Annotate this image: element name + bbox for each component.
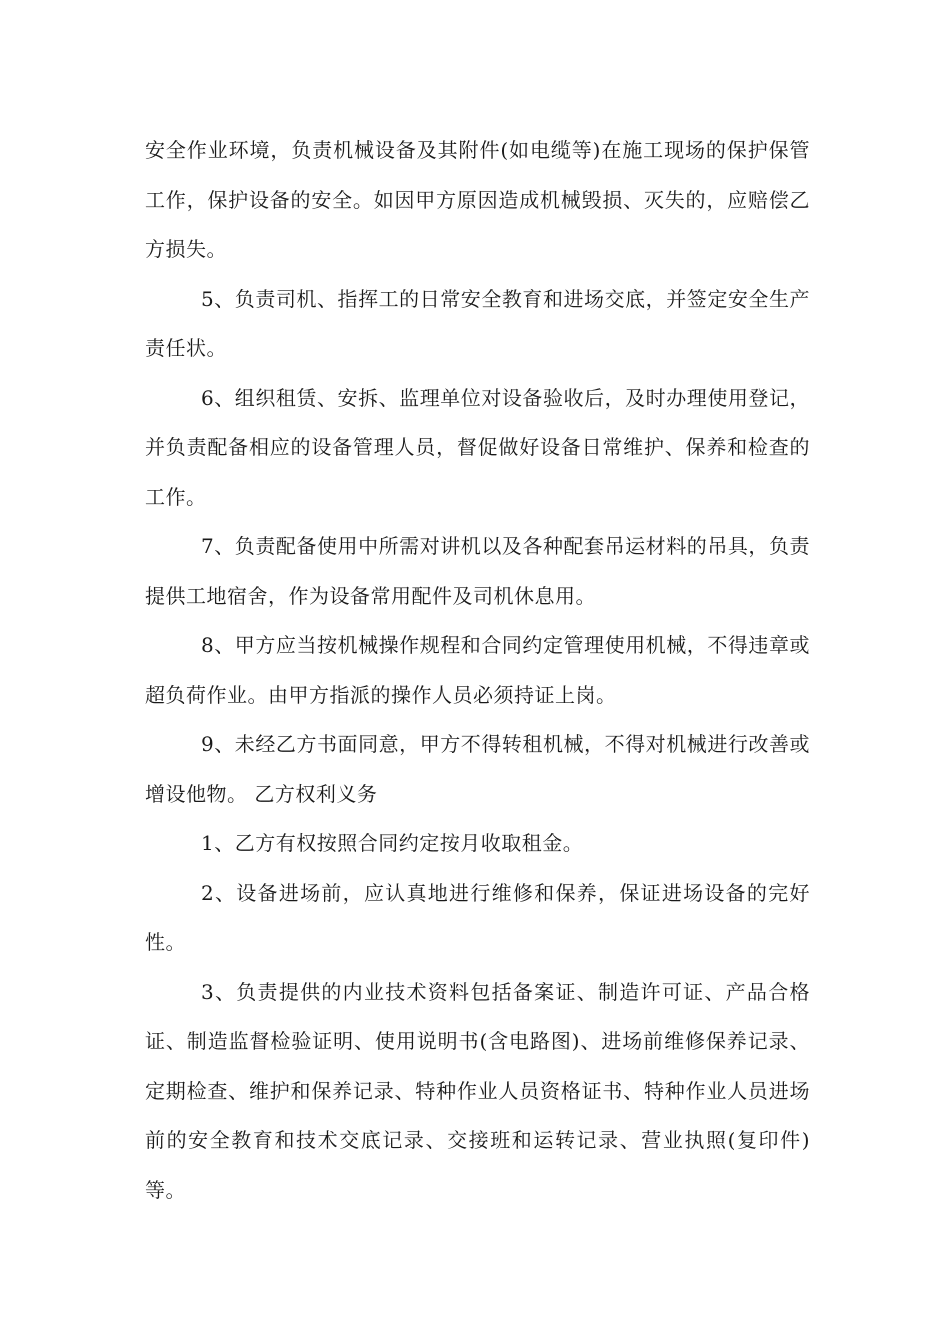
document-body <box>145 126 810 1215</box>
paragraph-1: 安全作业环境，负责机械设备及其附件(如电缆等)在施工现场的保护保管工作，保护设备的安全。如因甲方原因造成机械毁损、灭失的，应赔偿乙方损失。 <box>145 138 810 261</box>
paragraph-7: 1、乙方有权按照合同约定按月收取租金。 <box>201 831 584 855</box>
paragraph-5: 8、甲方应当按机械操作规程和合同约定管理使用机械，不得违章或超负荷作业。由甲方指派的操作人员必须持证上岗。 <box>145 633 810 707</box>
paragraph-4: 7、负责配备使用中所需对讲机以及各种配套吊运材料的吊具，负责提供工地宿舍，作为设备常用配件及司机休息用。 <box>145 534 810 608</box>
paragraph-6: 9、未经乙方书面同意，甲方不得转租机械，不得对机械进行改善或增设他物。 乙方权利义务 <box>145 732 810 806</box>
paragraph-9: 3、负责提供的内业技术资料包括备案证、制造许可证、产品合格证、制造监督检验证明、使用说明书(含电路图)、进场前维修保养记录、定期检查、维护和保养记录、特种作业人员资格证书、特种作业人员进场前的安全教育和技术交底记录、交接班和运转记录、营业执照(复印件)等。 <box>145 979 810 1202</box>
paragraph-2: 5、负责司机、指挥工的日常安全教育和进场交底，并签定安全生产责任状。 <box>145 286 810 360</box>
paragraph-3: 6、组织租赁、安拆、监理单位对设备验收后，及时办理使用登记，并负责配备相应的设备管理人员，督促做好设备日常维护、保养和检查的工作。 <box>145 385 810 509</box>
paragraph-8: 2、设备进场前，应认真地进行维修和保养，保证进场设备的完好性。 <box>145 880 810 954</box>
